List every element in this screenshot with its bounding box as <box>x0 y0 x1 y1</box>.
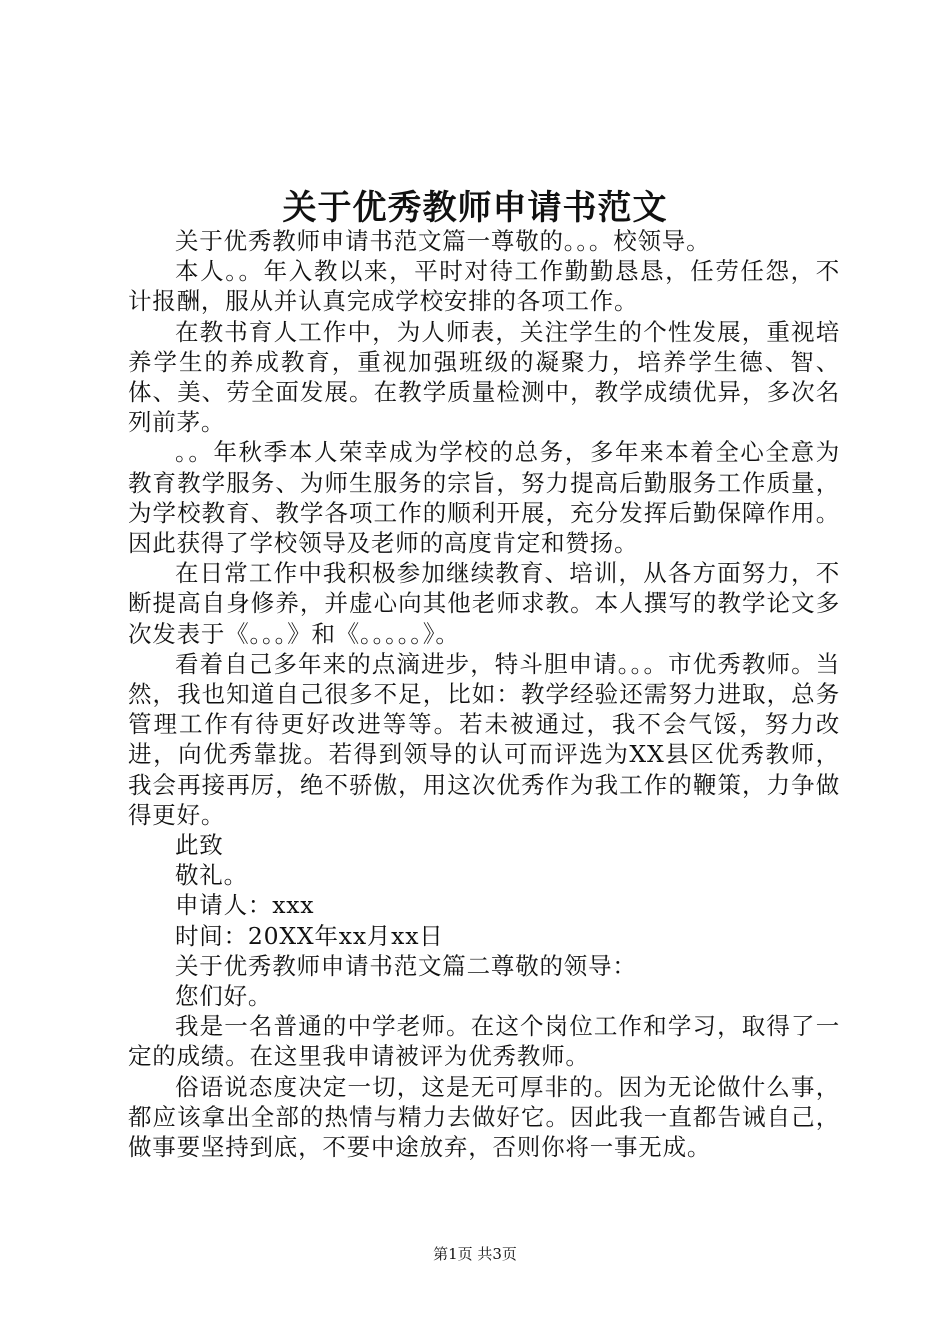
paragraph: 俗语说态度决定一切，这是无可厚非的。因为无论做什么事，都应该拿出全部的热情与精力去做好它。因此我一直都告诫自己，做事要坚持到底，不要中途放弃，否则你将一事无成。 <box>128 1072 840 1162</box>
closing-salutation: 此致 <box>175 831 224 860</box>
paragraph: 本人。。年入教以来，平时对待工作勤勤恳恳，任劳任怨，不计报酬，服从并认真完成学校安排的各项工作。 <box>128 257 840 316</box>
page-number-footer: 第1页 共3页 <box>433 1245 517 1263</box>
closing-regards: 敬礼。 <box>175 861 248 890</box>
date-line: 时间：20XX年xx月xx日 <box>175 921 444 950</box>
greeting-line: 您们好。 <box>175 982 273 1011</box>
paragraph: 。。年秋季本人荣幸成为学校的总务，多年来本着全心全意为教育教学服务、为师生服务的宗旨，努力提高后勤服务工作质量，为学校教育、教学各项工作的顺利开展，充分发挥后勤保障作用。因此获得了学校领导及老师的高度肯定和赞扬。 <box>128 438 840 558</box>
paragraph: 看着自己多年来的点滴进步，特斗胆申请。。。市优秀教师。当然，我也知道自己很多不足，比如：教学经验还需努力进取，总务管理工作有待更好改进等等。若未被通过，我不会气馁，努力改进，向优秀靠拢。若得到领导的认可而评选为XX县区优秀教师，我会再接再厉，绝不骄傲，用这次优秀作为我工作的鞭策，力争做得更好。 <box>128 649 840 829</box>
paragraph: 在教书育人工作中，为人师表，关注学生的个性发展，重视培养学生的养成教育，重视加强班级的凝聚力，培养学生德、智、体、美、劳全面发展。在教学质量检测中，教学成绩优异，多次名列前茅。 <box>128 317 840 437</box>
document-body <box>128 226 840 1162</box>
paragraph: 在日常工作中我积极参加继续教育、培训，从各方面努力，不断提高自身修养，并虚心向其他老师求教。本人撰写的教学论文多次发表于《。。。》和《。。。。。》。 <box>128 559 840 648</box>
applicant-line: 申请人：xxx <box>175 891 315 920</box>
paragraph: 我是一名普通的中学老师。在这个岗位工作和学习，取得了一定的成绩。在这里我申请被评为优秀教师。 <box>128 1012 840 1071</box>
paragraph-intro: 关于优秀教师申请书范文篇一尊敬的。。。校领导。 <box>175 227 711 255</box>
paragraph-section-two: 关于优秀教师申请书范文篇二尊敬的领导： <box>175 951 637 980</box>
document-title: 关于优秀教师申请书范文 <box>282 188 668 228</box>
